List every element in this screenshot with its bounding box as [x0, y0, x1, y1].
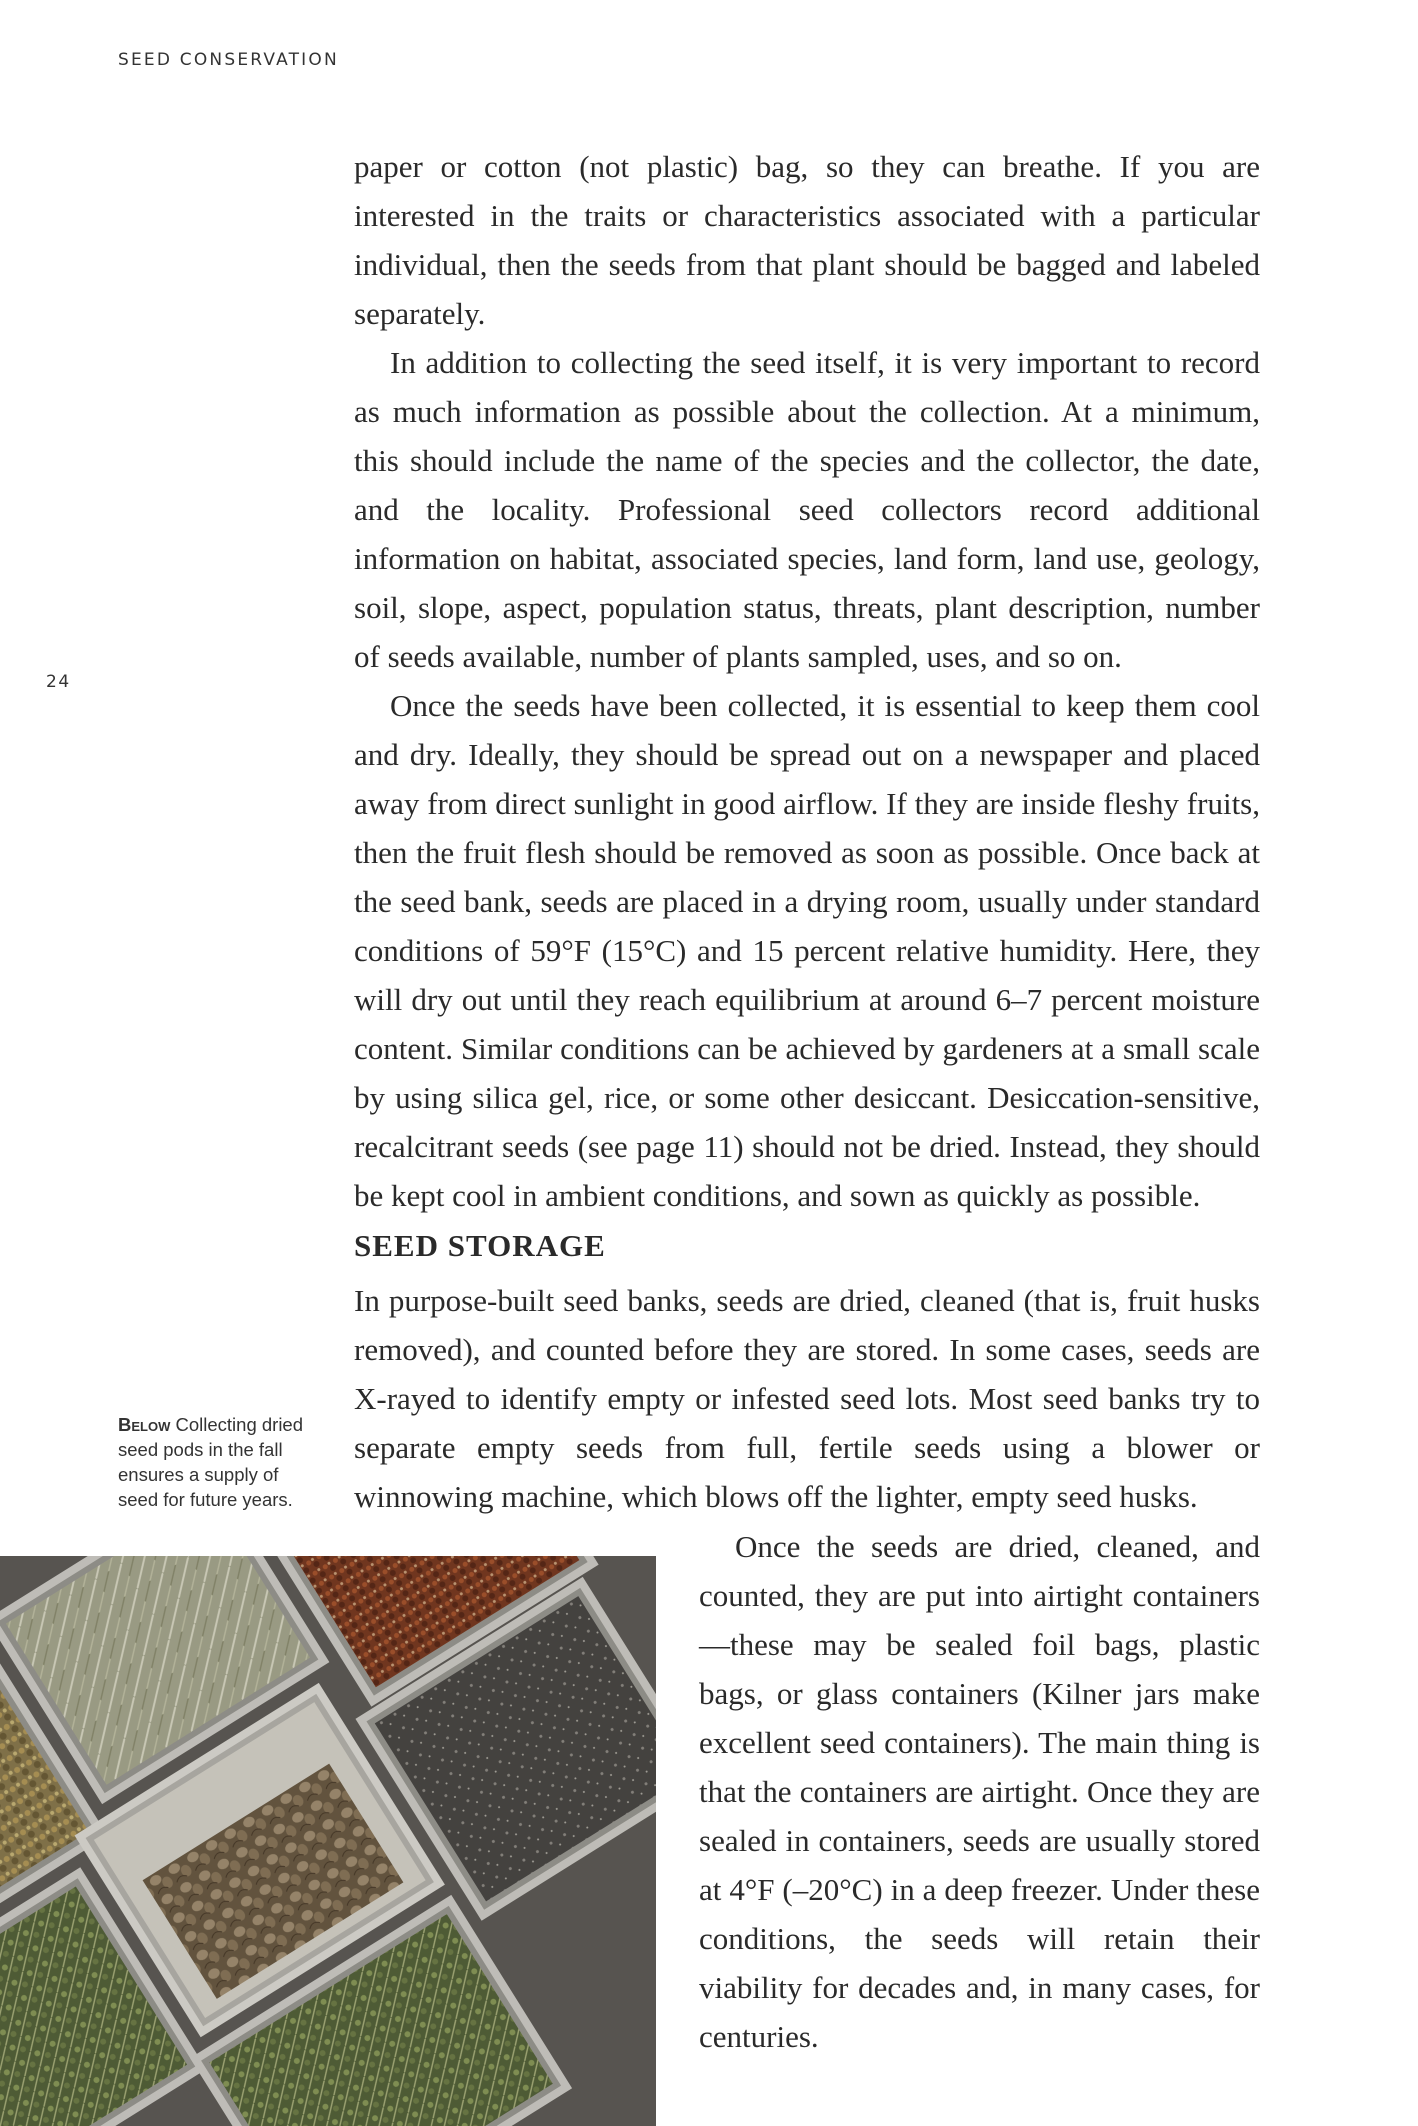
- section-heading: SEED STORAGE: [354, 1228, 606, 1263]
- caption-lead: Below: [118, 1414, 171, 1435]
- section-column: [354, 1276, 1260, 1521]
- caption-text: Collecting dried seed pods in the fall ensures a supply of seed for future years.: [118, 1414, 304, 1510]
- section-paragraph-2: Once the seeds are dried, cleaned, and counted, they are put into airtight containers—these may be sealed foil bags, plastic bags, or glass containers (Kilner jars make excellent seed containers). The main thing is that the containers are airtight. Once they are sealed in containers, seeds are usually stored at 4°F (–20°C) in a deep freezer. Under these conditions, the seeds will retain their viability for decades and, in many cases, for centuries.: [699, 1529, 1260, 2054]
- paragraph-1: paper or cotton (not plastic) bag, so they can breathe. If you are interested in the traits or characteristics associated with a particular individual, then the seeds from that plant should be bagged and labeled separately.: [354, 149, 1260, 331]
- main-column: [354, 142, 1260, 1220]
- seed-trays-photo: [0, 1556, 656, 2126]
- paragraph-3: Once the seeds have been collected, it is essential to keep them cool and dry. Ideally, they should be spread out on a newspaper and placed away from direct sunlight in good airflow. If they are inside fleshy fruits, then the fruit flesh should be removed as soon as possible. Once back at the seed bank, seeds are placed in a drying room, usually under standard conditions of 59°F (15°C) and 15 percent relative humidity. Here, they will dry out until they reach equilibrium at around 6–7 percent moisture content. Similar conditions can be achieved by gardeners at a small scale by using silica gel, rice, or some other desiccant. Desiccation-sensitive, recalcitrant seeds (see page 11) should not be dried. Instead, they should be kept cool in ambient conditions, and sown as quickly as possible.: [354, 688, 1260, 1213]
- section-paragraph-1: In purpose-built seed banks, seeds are dried, cleaned (that is, fruit husks removed), and counted before they are stored. In some cases, seeds are X-rayed to identify empty or infested seed lots. Most seed banks try to separate empty seeds from full, fertile seeds using a blower or winnowing machine, which blows off the lighter, empty seed husks.: [354, 1283, 1260, 1514]
- running-head: SEED CONSERVATION: [118, 50, 339, 70]
- seed-trays-illustration: [0, 1556, 656, 2126]
- photo-caption: [118, 1412, 323, 1512]
- right-column: [699, 1522, 1260, 2061]
- paragraph-2: In addition to collecting the seed itself, it is very important to record as much information as possible about the collection. At a minimum, this should include the name of the species and the collector, the date, and the locality. Professional seed collectors record additional information on habitat, associated species, land form, land use, geology, soil, slope, aspect, population status, threats, plant description, number of seeds available, number of plants sampled, uses, and so on.: [354, 345, 1260, 674]
- page-number: 24: [46, 672, 71, 692]
